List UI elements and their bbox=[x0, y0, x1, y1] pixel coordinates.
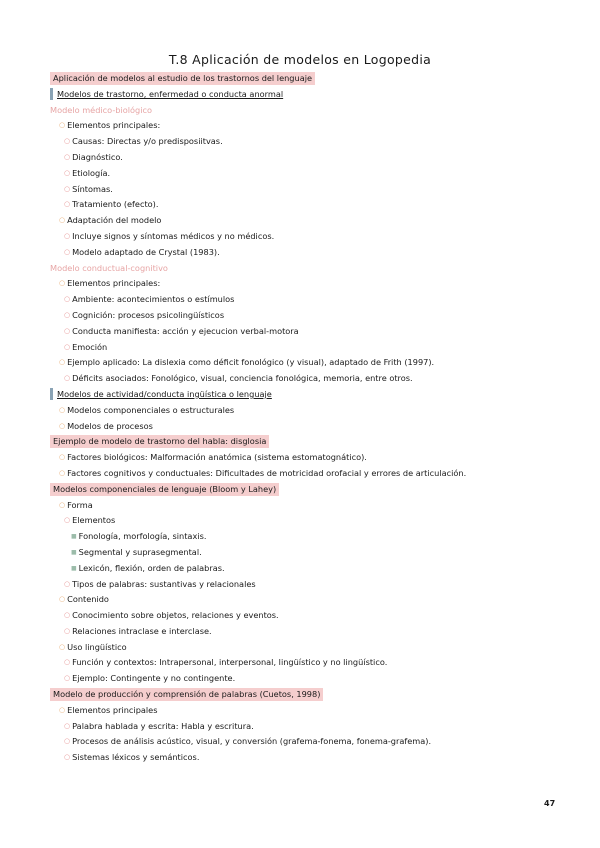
list-item bbox=[50, 355, 570, 371]
line-text: Adaptación del modelo bbox=[67, 215, 162, 226]
line-text: Modelos componenciales o estructurales bbox=[67, 404, 235, 415]
line-text: Contenido bbox=[67, 594, 109, 605]
line-text: Ejemplo: Contingente y no contingente. bbox=[72, 673, 236, 684]
line-text: Cognición: procesos psicolingüísticos bbox=[72, 309, 225, 320]
bullet-icon: ○ bbox=[64, 295, 71, 304]
bullet-icon: ○ bbox=[59, 405, 66, 414]
bullet-icon: ○ bbox=[59, 595, 66, 604]
list-item bbox=[50, 182, 570, 198]
list-item bbox=[50, 340, 570, 356]
list-item bbox=[50, 134, 570, 150]
line-text: Modelos de trastorno, enfermedad o conducta anormal bbox=[50, 88, 283, 100]
list-item bbox=[50, 419, 570, 435]
list-item bbox=[50, 292, 570, 308]
list-item bbox=[50, 229, 570, 245]
bullet-icon: ○ bbox=[59, 421, 66, 430]
list-item bbox=[50, 371, 570, 387]
list-item bbox=[50, 450, 570, 466]
section-heading bbox=[50, 482, 570, 498]
line-text: Función y contextos: Intrapersonal, interpersonal, lingüístico y no lingüístico. bbox=[72, 657, 388, 668]
bullet-icon: ○ bbox=[59, 121, 66, 130]
list-item bbox=[50, 245, 570, 261]
bullet-icon: ○ bbox=[64, 374, 71, 383]
list-item bbox=[50, 655, 570, 671]
list-item bbox=[50, 577, 570, 593]
bullet-icon: ○ bbox=[64, 674, 71, 683]
line-text: Síntomas. bbox=[72, 183, 113, 194]
line-text: Fonología, morfología, sintaxis. bbox=[78, 531, 207, 542]
bullet-icon: ■ bbox=[71, 533, 77, 541]
line-text: Causas: Directas y/o predisposiitvas. bbox=[72, 136, 223, 147]
bullet-icon: ○ bbox=[64, 611, 71, 620]
line-text: Factores biológicos: Malformación anatómica (sistema estomatognático). bbox=[67, 452, 367, 463]
line-text: Lexicón, flexión, orden de palabras. bbox=[78, 562, 225, 573]
list-item bbox=[50, 608, 570, 624]
line-text: Incluye signos y síntomas médicos y no médicos. bbox=[72, 230, 275, 241]
list-item bbox=[50, 213, 570, 229]
line-text: Modelo adaptado de Crystal (1983). bbox=[72, 246, 220, 257]
list-item bbox=[50, 545, 570, 561]
bullet-icon: ■ bbox=[71, 548, 77, 556]
line-text: Uso lingüístico bbox=[67, 641, 127, 652]
line-text: Elementos principales bbox=[67, 704, 158, 715]
line-text: Conocimiento sobre objetos, relaciones y eventos. bbox=[72, 610, 279, 621]
model-heading bbox=[50, 261, 570, 277]
bullet-icon: ○ bbox=[64, 737, 71, 746]
bullet-icon: ○ bbox=[59, 216, 66, 225]
section-heading bbox=[50, 434, 570, 450]
bullet-icon: ○ bbox=[64, 168, 71, 177]
bullet-icon: ■ bbox=[71, 564, 77, 572]
bullet-icon: ○ bbox=[64, 247, 71, 256]
line-text: Ambiente: acontecimientos o estímulos bbox=[72, 294, 235, 305]
bullet-icon: ○ bbox=[59, 453, 66, 462]
line-text: Diagnóstico. bbox=[72, 151, 123, 162]
model-heading bbox=[50, 103, 570, 119]
list-item bbox=[50, 561, 570, 577]
page-title: T.8 Aplicación de modelos en Logopedia bbox=[168, 52, 432, 67]
bullet-icon: ○ bbox=[64, 152, 71, 161]
bullet-icon: ○ bbox=[64, 721, 71, 730]
line-text: Palabra hablada y escrita: Habla y escritura. bbox=[72, 720, 254, 731]
bullet-icon: ○ bbox=[64, 626, 71, 635]
list-item bbox=[50, 150, 570, 166]
list-item bbox=[50, 640, 570, 656]
list-item bbox=[50, 197, 570, 213]
bullet-icon: ○ bbox=[64, 310, 71, 319]
line-text: Etiología. bbox=[72, 167, 111, 178]
line-text: Aplicación de modelos al estudio de los trastornos del lenguaje bbox=[50, 72, 315, 85]
bullet-icon: ○ bbox=[64, 184, 71, 193]
list-item bbox=[50, 308, 570, 324]
list-item bbox=[50, 703, 570, 719]
bullet-icon: ○ bbox=[64, 137, 71, 146]
line-text: Emoción bbox=[72, 341, 108, 352]
page-number: 47 bbox=[544, 799, 556, 808]
line-text: Elementos principales: bbox=[67, 278, 161, 289]
bullet-icon: ○ bbox=[64, 342, 71, 351]
subsection-heading bbox=[50, 387, 570, 403]
list-item bbox=[50, 734, 570, 750]
list-item bbox=[50, 118, 570, 134]
bullet-icon: ○ bbox=[59, 642, 66, 651]
line-text: Elementos bbox=[72, 515, 116, 526]
list-item bbox=[50, 624, 570, 640]
line-text: Tipos de palabras: sustantivas y relacionales bbox=[72, 578, 256, 589]
line-text: Elementos principales: bbox=[67, 120, 161, 131]
bullet-icon: ○ bbox=[59, 358, 66, 367]
line-text: Modelos de procesos bbox=[67, 420, 153, 431]
list-item bbox=[50, 671, 570, 687]
line-text: Modelo conductual-cognitivo bbox=[50, 262, 168, 273]
line-text: Factores cognitivos y conductuales: Dificultades de motricidad orofacial y errores de articulación. bbox=[67, 467, 467, 478]
list-item bbox=[50, 403, 570, 419]
list-item bbox=[50, 166, 570, 182]
section-heading bbox=[50, 71, 570, 87]
list-item bbox=[50, 719, 570, 735]
bullet-icon: ○ bbox=[59, 468, 66, 477]
section-heading bbox=[50, 687, 570, 703]
bullet-icon: ○ bbox=[64, 579, 71, 588]
bullet-icon: ○ bbox=[64, 326, 71, 335]
bullet-icon: ○ bbox=[59, 279, 66, 288]
bullet-icon: ○ bbox=[59, 705, 66, 714]
bullet-icon: ○ bbox=[64, 231, 71, 240]
bullet-icon: ○ bbox=[64, 753, 71, 762]
line-text: Modelos componenciales de lenguaje (Bloom y Lahey) bbox=[50, 483, 279, 496]
line-text: Segmental y suprasegmental. bbox=[78, 546, 202, 557]
list-item bbox=[50, 324, 570, 340]
line-text: Procesos de análisis acústico, visual, y conversión (grafema-fonema, fonema-grafema). bbox=[72, 736, 432, 747]
line-text: Forma bbox=[67, 499, 93, 510]
list-item bbox=[50, 592, 570, 608]
subsection-heading bbox=[50, 87, 570, 103]
list-item bbox=[50, 750, 570, 766]
bullet-icon: ○ bbox=[64, 516, 71, 525]
bullet-icon: ○ bbox=[59, 500, 66, 509]
list-item bbox=[50, 498, 570, 514]
list-item bbox=[50, 513, 570, 529]
line-text: Modelo de producción y comprensión de palabras (Cuetos, 1998) bbox=[50, 688, 323, 701]
line-text: Ejemplo de modelo de trastorno del habla: disglosia bbox=[50, 435, 269, 448]
line-text: Modelo médico-biológico bbox=[50, 104, 153, 115]
bullet-icon: ○ bbox=[64, 658, 71, 667]
line-text: Ejemplo aplicado: La dislexia como déficit fonológico (y visual), adaptado de Frith (1997). bbox=[67, 357, 435, 368]
document-body bbox=[50, 71, 570, 766]
line-text: Tratamiento (efecto). bbox=[72, 199, 159, 210]
list-item bbox=[50, 529, 570, 545]
line-text: Relaciones intraclase e interclase. bbox=[72, 625, 212, 636]
line-text: Modelos de actividad/conducta ingüística o lenguaje bbox=[50, 388, 272, 400]
bullet-icon: ○ bbox=[64, 200, 71, 209]
list-item bbox=[50, 466, 570, 482]
list-item bbox=[50, 276, 570, 292]
line-text: Déficits asociados: Fonológico, visual, conciencia fonológica, memoria, entre otros. bbox=[72, 373, 413, 384]
line-text: Sistemas léxicos y semánticos. bbox=[72, 752, 200, 763]
line-text: Conducta manifiesta: acción y ejecucion verbal-motora bbox=[72, 325, 299, 336]
